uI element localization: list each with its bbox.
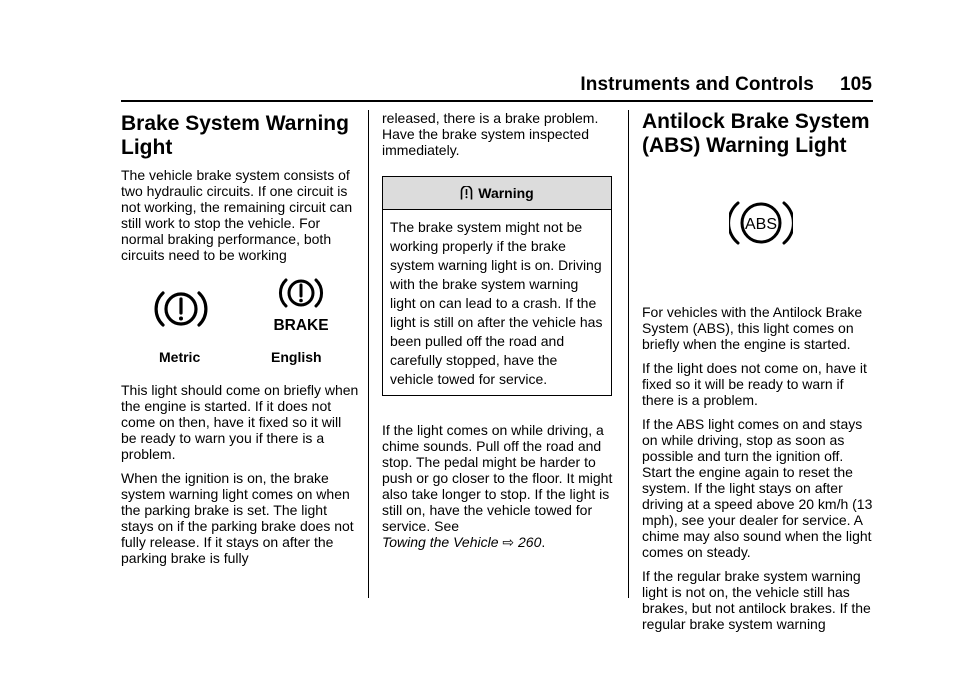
warning-symbol-icon — [460, 186, 473, 201]
abs-warning-icon — [729, 198, 793, 248]
abs-icon-area — [642, 158, 876, 304]
page-number: 105 — [839, 74, 872, 95]
warning-title: Warning — [478, 185, 534, 201]
column-divider-2 — [628, 110, 629, 598]
brake-driving-text: If the light comes on while driving, a chime sounds. Pull off the road and stop. The pedal might be harder to push or go closer to the floor. It might also take longer to stop. If the light is still on, have the vehicle towed for service. See — [382, 422, 613, 534]
brake-warning-metric-icon — [153, 285, 209, 333]
brake-paragraph-3: When the ignition is on, the brake system warning light comes on when the parking brake is set. The light stays on if the parking brake does not fully release. If it stays on after the parking brake is fully — [121, 470, 354, 566]
page-ref-arrow-icon: ⇨ — [502, 534, 515, 550]
column-3 — [642, 110, 876, 632]
brake-paragraph-2: This light should come on briefly when the engine is started. If it does not come on then, have it fixed so it will be ready to warn you if there is a problem. — [121, 382, 359, 462]
abs-warning-heading: Antilock Brake System (ABS) Warning Light — [642, 110, 870, 157]
warning-header — [383, 177, 611, 210]
abs-paragraph-1: For vehicles with the Antilock Brake System (ABS), this light comes on briefly when the engine is started. — [642, 304, 863, 352]
page-header — [0, 74, 872, 96]
abs-paragraph-4: If the regular brake system warning light is not on, the vehicle still has brakes, but not antilock brakes. If the regular brake system warning — [642, 568, 871, 632]
label-metric: Metric — [159, 349, 201, 365]
column-divider-1 — [368, 110, 369, 598]
towing-reference-link[interactable]: Towing the Vehicle — [382, 534, 499, 550]
warning-box — [382, 176, 612, 396]
column-2 — [382, 110, 614, 550]
abs-paragraph-3: If the ABS light comes on and stays on while driving, stop as soon as possible and turn the ignition off. Start the engine again to reset the system. If the light stays on after driving at a speed above 20 km/h (13 mph), see your dealer for service. A chime may also sound when the light comes on steady. — [642, 416, 873, 560]
warning-text: The brake system might not be working properly if the brake system warning light is on. Driving with the brake system warning light on can lead to a crash. If the light is still on after the vehicle has been pulled off the road and carefully stopped, have the vehicle towed for service. — [390, 219, 603, 387]
abs-paragraph-2: If the light does not come on, have it fixed so it will be ready to warn if there is a problem. — [642, 360, 867, 408]
reference-end: . — [541, 534, 546, 550]
label-english: English — [271, 349, 322, 365]
brake-icon-text: BRAKE — [273, 317, 329, 333]
section-title: Instruments and Controls — [580, 74, 814, 95]
column-1 — [121, 110, 359, 566]
brake-continued-paragraph: released, there is a brake problem. Have the brake system inspected immediately. — [382, 110, 599, 158]
header-rule — [121, 100, 873, 102]
brake-driving-paragraph — [382, 422, 614, 550]
brake-warning-english-icon — [273, 275, 329, 333]
towing-reference-page[interactable]: 260 — [518, 534, 542, 550]
brake-intro-paragraph: The vehicle brake system consists of two hydraulic circuits. If one circuit is not working, the remaining circuit can still work to stop the vehicle. For normal braking performance, both circuits need to be working — [121, 167, 353, 263]
brake-icons — [121, 263, 359, 379]
abs-icon-text: ABS — [744, 216, 778, 233]
brake-warning-heading: Brake System Warning Light — [121, 112, 349, 159]
